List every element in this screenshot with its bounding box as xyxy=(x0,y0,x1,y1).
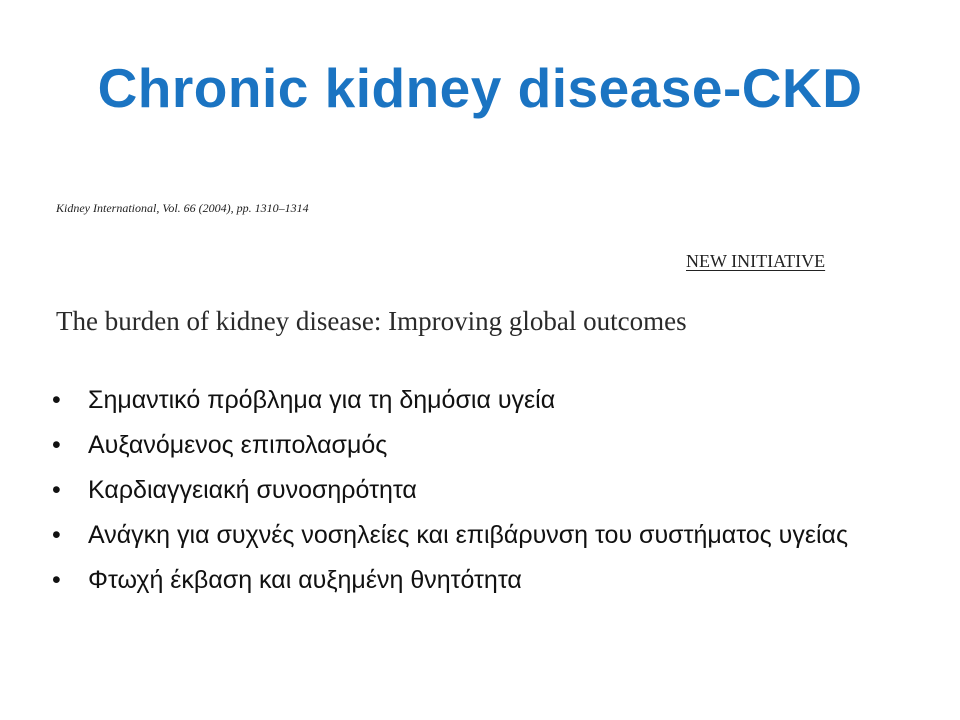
bullet-item xyxy=(52,564,912,597)
article-title: The burden of kidney disease: Improving global outcomes xyxy=(56,306,687,336)
bullet-text: Ανάγκη για συχνές νοσηλείες και επιβάρυνση του συστήματος υγείας xyxy=(88,521,849,549)
bullet-text: Σημαντικό πρόβλημα για τη δημόσια υγεία xyxy=(88,386,556,414)
bullet-text: Αυξανόμενος επιπολασμός xyxy=(88,431,388,459)
bullet-list xyxy=(52,384,912,609)
bullet-dot-icon: • xyxy=(52,386,61,414)
section-label: NEW INITIATIVE xyxy=(686,251,826,271)
journal-citation: Kidney International, Vol. 66 (2004), pp. 1310–1314 xyxy=(56,201,309,215)
bullet-text: Φτωχή έκβαση και αυξημένη θνητότητα xyxy=(88,566,522,594)
bullet-text: Καρδιαγγειακή συνοσηρότητα xyxy=(88,476,417,504)
slide-title: Chronic kidney disease-CKD xyxy=(97,57,863,119)
bullet-item xyxy=(52,384,912,417)
bullet-item xyxy=(52,429,912,462)
bullet-dot-icon: • xyxy=(52,566,61,594)
bullet-item xyxy=(52,474,912,507)
bullet-dot-icon: • xyxy=(52,476,61,504)
bullet-dot-icon: • xyxy=(52,431,61,459)
bullet-item xyxy=(52,519,912,552)
bullet-dot-icon: • xyxy=(52,521,61,549)
